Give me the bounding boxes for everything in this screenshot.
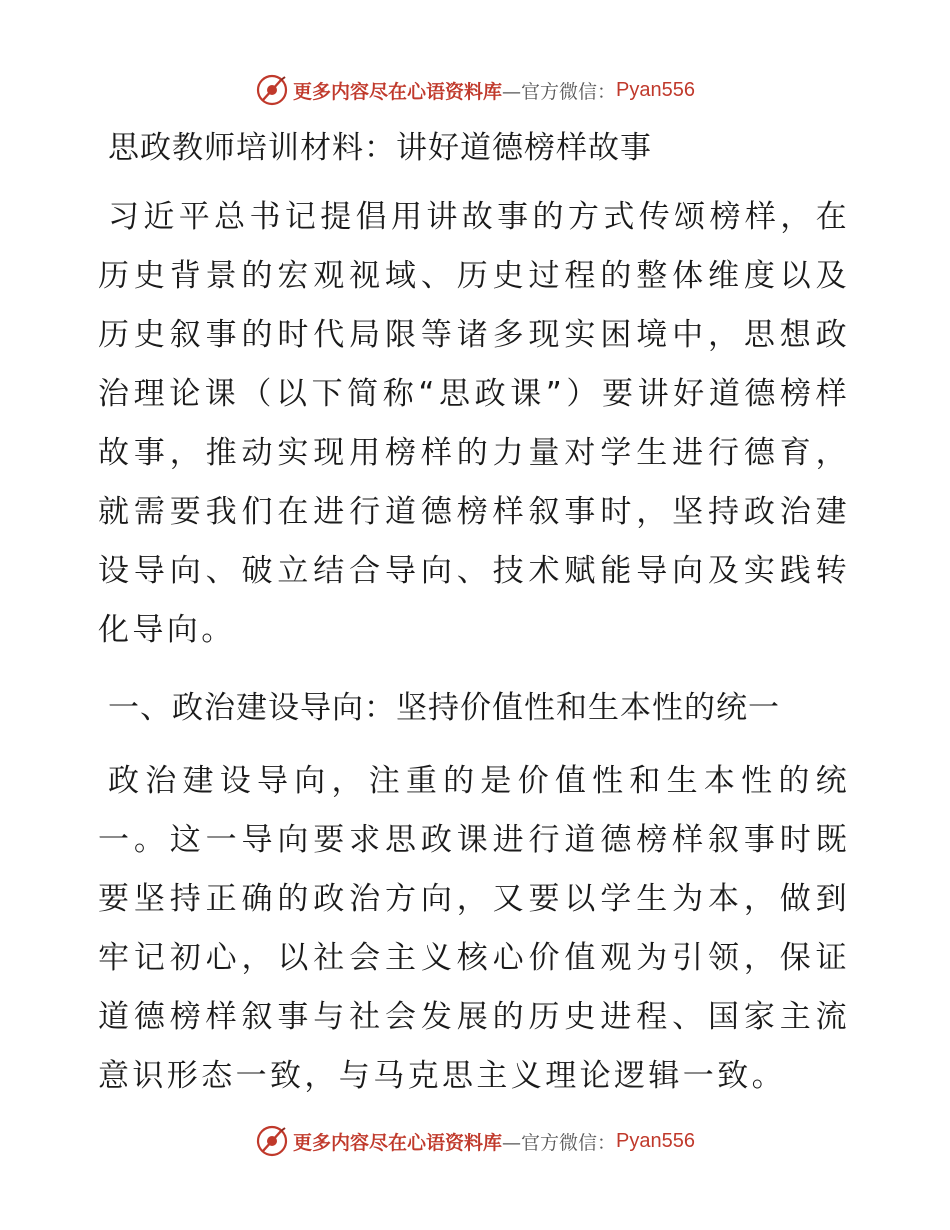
section-heading-1: 一、政治建设导向：坚持价值性和生本性的统一 — [108, 690, 780, 726]
paragraph-section-1: 政治建设导向，注重的是价值性和生本性的统一。这一导向要求思政课进行道德榜样叙事时既要坚持正确的政治方向，又要以学生为本，做到牢记初心，以社会主义核心价值观为引领，保证道德榜样叙事与社会发展的历史进程、国家主流意识形态一致，与马克思主义理论逻辑一致。 — [98, 763, 850, 1094]
watermark-separator: —官方微信： — [502, 80, 617, 103]
document-body — [98, 118, 850, 1106]
watermark-text: 更多内容尽在心语资料库 — [293, 80, 503, 103]
quill-logo-icon — [255, 1124, 289, 1158]
watermark-text: 更多内容尽在心语资料库 — [293, 1131, 503, 1154]
watermark-separator: —官方微信： — [502, 1131, 617, 1154]
watermark-wechat-id: Pyan556 — [616, 1129, 695, 1152]
watermark-wechat-id: Pyan556 — [616, 78, 695, 101]
document-title: 思政教师培训材料：讲好道德榜样故事 — [108, 130, 652, 166]
paragraph-intro: 习近平总书记提倡用讲故事的方式传颂榜样，在历史背景的宏观视域、历史过程的整体维度以及历史叙事的时代局限等诸多现实困境中，思想政治理论课（以下简称“思政课”）要讲好道德榜样故事，推动实现用榜样的力量对学生进行德育，就需要我们在进行道德榜样叙事时，坚持政治建设导向、破立结合导向、技术赋能导向及实践转化导向。 — [98, 199, 850, 648]
watermark-header — [0, 70, 950, 110]
watermark-footer — [0, 1121, 950, 1161]
quill-logo-icon — [255, 73, 289, 107]
